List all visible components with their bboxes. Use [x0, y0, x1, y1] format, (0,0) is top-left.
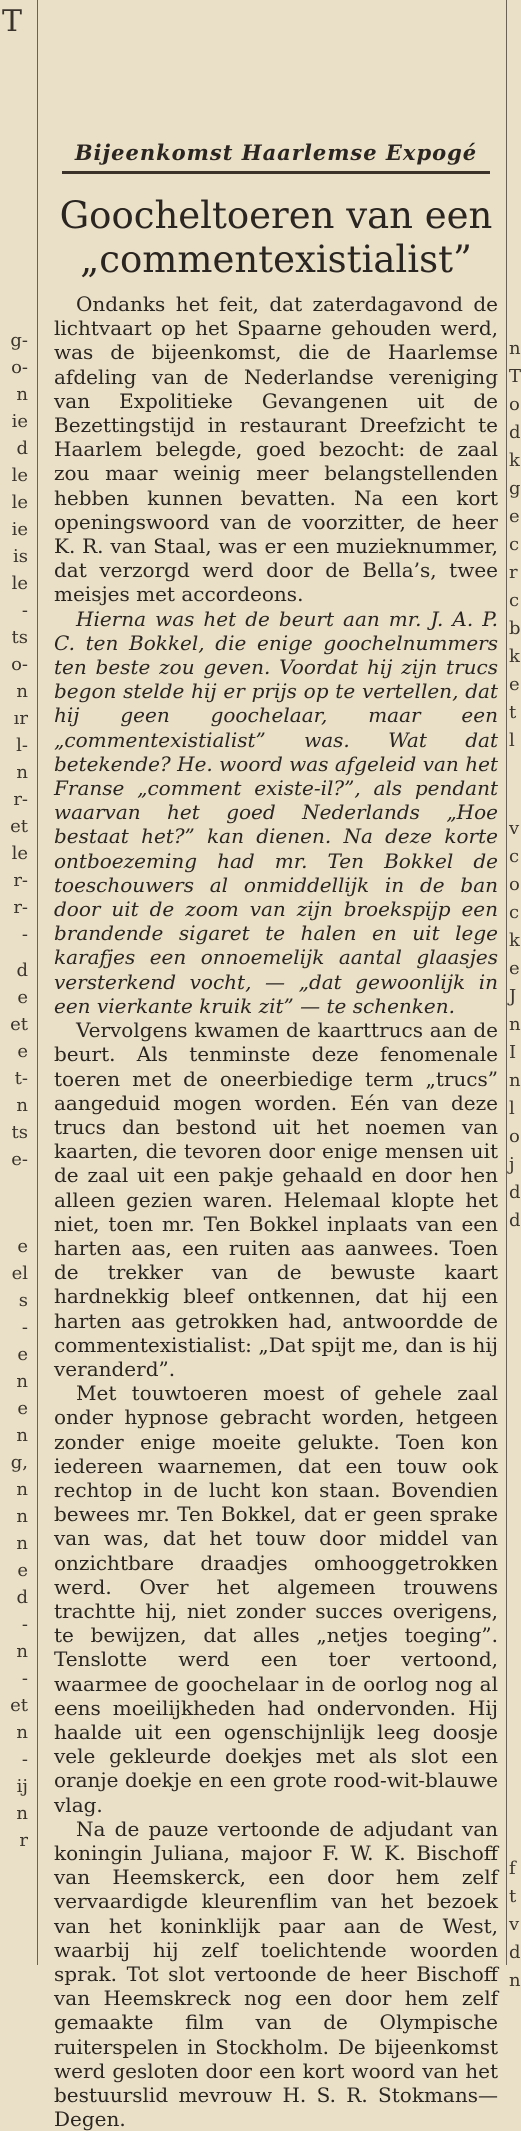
adjacent-column-fragment: n — [16, 1095, 28, 1116]
adjacent-column-fragment: f — [509, 1858, 516, 1879]
adjacent-column-fragment: e — [17, 1344, 28, 1365]
adjacent-column-fragment: ie — [11, 519, 28, 540]
adjacent-column-fragment: d — [16, 960, 28, 981]
adjacent-column-fragment: ts — [11, 627, 28, 648]
paragraph-5: Na de pauze vertoonde de adjudant van koningin Juliana, majoor F. W. K. Bischoff van Heemskerck, een door hem zelf vervaardigde kleurenflim van het bezoek van het koninklijk paar aan de West, waarbij hij zelf toelichtende woorden sprak. Tot slot vertoonde de heer Bischoff van Heemskreck nog een door hem zelf gemaakte film van de Olympische ruiterspelen in Stockholm. De bijeenkomst werd gesloten door een kort woord van het bestuurslid mevrouw H. S. R. Stokmans—Degen. — [54, 1816, 498, 2131]
adjacent-column-fragment: - — [21, 1317, 28, 1338]
adjacent-column-fragment: v — [509, 1914, 520, 1935]
paragraph-4: Met touwtoeren moest of gehele zaal onder hypnose gebracht worden, hetgeen zonder enige moeite gelukte. Toen kon iedereen waarnemen, dat een touw ook rechtop in de lucht kon staan. Bovendien bewees mr. Ten Bokkel, dat er geen sprake van was, dat het touw door middel van onzichtbare draadjes omhooggetrokken werd. Over het algemeen trouwens trachtte hij, niet zonder succes overigens, te bewijzen, dat alles „netjes toeging”. Tenslotte werd een toer vertoond, waarmee de goochelaar in de oorlog nog al eens moeilijkheden had ondervonden. Hij haalde uit een ogenschijnlijk leeg doosje vele gekleurde doekjes met als slot een oranje doekje en een grote rood-wit-blauwe vlag. — [54, 1381, 498, 1817]
paragraph-2: Hierna was het de beurt aan mr. J. A. P. C. ten Bokkel, die enige goochelnummers ten beste zou geven. Voordat hij zijn trucs begon stelde hij er prijs op te vertellen, dat hij geen goochelaar, maar een „commentexistialist” was. Wat dat betekende? He. woord was afgeleid van het Franse „comment existe-il?”, als pendant waarvan het goed Nederlands „Hoe bestaat het?” kan dienen. Na deze korte ontboezeming had mr. Ten Bokkel de toeschouwers al onmiddellijk in de ban door uit de zoom van zijn broekspijp een brandende sigaret te halen en uit lege karafjes een onnoemelijk aantal glaasjes versterkend vocht, — „dat gewoonlijk in een vierkante kruik zit” — te schenken. — [54, 606, 498, 1018]
adjacent-column-fragment: ie — [11, 411, 28, 432]
adjacent-column-fragment: r- — [13, 870, 28, 891]
adjacent-column-fragment: n — [16, 1479, 28, 1500]
adjacent-column-fragment: t — [509, 1886, 517, 1907]
adjacent-column-fragment: o- — [11, 357, 28, 378]
adjacent-column-fragment: v — [509, 818, 520, 839]
adjacent-column-fragment: et — [10, 816, 28, 837]
adjacent-column-fragment: j — [509, 1154, 515, 1175]
adjacent-column-fragment: le — [11, 573, 28, 594]
column-rule-left — [37, 0, 38, 1965]
adjacent-column-fragment: ts — [11, 1122, 28, 1143]
adjacent-column-fragment: J — [509, 986, 517, 1007]
article-body — [54, 292, 498, 2131]
adjacent-column-fragment: n — [16, 681, 28, 702]
adjacent-column-fragment: b — [509, 618, 521, 639]
adjacent-column-fragment: r- — [13, 897, 28, 918]
adjacent-column-fragment: e — [509, 674, 520, 695]
adjacent-column-fragment: e — [17, 1560, 28, 1581]
adjacent-column-fragment: le — [11, 492, 28, 513]
adjacent-column-fragment: o — [509, 1126, 520, 1147]
adjacent-column-fragment: e — [17, 987, 28, 1008]
adjacent-column-fragment: l- — [16, 735, 28, 756]
adjacent-column-fragment: d — [509, 422, 521, 443]
adjacent-column-fragment: - — [21, 1749, 28, 1770]
adjacent-column-fragment: c — [509, 902, 520, 923]
adjacent-column-fragment: et — [10, 1695, 28, 1716]
adjacent-column-fragment: r — [19, 1830, 28, 1851]
adjacent-column-fragment: n — [509, 1970, 521, 1991]
adjacent-column-fragment: d — [16, 1587, 28, 1608]
adjacent-column-fragment: r- — [13, 789, 28, 810]
adjacent-column-fragment: c — [509, 846, 520, 867]
adjacent-column-fragment: I — [509, 1042, 517, 1063]
adjacent-column-fragment: n — [16, 1425, 28, 1446]
adjacent-column-fragment: d — [16, 438, 28, 459]
adjacent-column-fragment: n — [509, 338, 521, 359]
headline-line-1: Goocheltoeren van een — [59, 194, 493, 237]
adjacent-column-fragment: - — [21, 1614, 28, 1635]
adjacent-column-fragment: el — [11, 1263, 28, 1284]
adjacent-column-right — [508, 0, 521, 1991]
adjacent-column-fragment: k — [509, 646, 520, 667]
adjacent-column-fragment: r — [509, 562, 518, 583]
article-kicker: Bijeenkomst Haarlemse Expogé — [62, 140, 490, 174]
adjacent-column-fragment: d — [509, 1942, 521, 1963]
adjacent-column-fragment: k — [509, 450, 520, 471]
adjacent-column-fragment: e — [17, 1041, 28, 1062]
headline-line-2: „commentexistialist” — [80, 238, 472, 281]
article — [54, 140, 498, 2131]
adjacent-column-fragment: ır — [13, 708, 28, 729]
adjacent-column-fragment: l — [509, 730, 515, 751]
adjacent-column-fragment: e — [17, 1398, 28, 1419]
adjacent-column-fragment: t- — [14, 1068, 28, 1089]
paragraph-3: Vervolgens kwamen de kaarttrucs aan de beurt. Als tenminste deze fenomenale toeren met de oneerbiedige term „trucs” aangeduid mogen worden. Eén van deze trucs dan bestond uit het noemen van kaarten, die tevoren door enige mensen uit de zaal uit een pakje gehaald en door hen alleen gezien waren. Helemaal klopte het niet, toen mr. Ten Bokkel inplaats van een harten aas, een ruiten aas aanwees. Toen de trekker van de bewuste kaart hardnekkig bleef ontkennen, dat hij een harten aas getrokken had, antwoordde de commentexistialist: „Dat spijt me, dan is hij veranderd”. — [54, 1018, 498, 1381]
adjacent-column-fragment: n — [16, 1641, 28, 1662]
article-headline — [54, 194, 498, 282]
adjacent-column-fragment: - — [21, 600, 28, 621]
adjacent-column-fragment: n — [16, 1722, 28, 1743]
adjacent-column-fragment: e — [509, 506, 520, 527]
adjacent-column-fragment: n — [16, 384, 28, 405]
adjacent-column-fragment: o — [509, 874, 520, 895]
adjacent-column-fragment: ij — [16, 1776, 28, 1797]
adjacent-column-fragment: - — [21, 1668, 28, 1689]
adjacent-column-fragment: n — [16, 1371, 28, 1392]
adjacent-column-fragment: o- — [11, 654, 28, 675]
adjacent-column-fragment: n — [16, 1533, 28, 1554]
adjacent-column-fragment: g — [509, 478, 521, 499]
adjacent-column-fragment: is — [13, 546, 28, 567]
adjacent-column-fragment: l — [509, 1098, 515, 1119]
adjacent-column-left — [0, 0, 36, 1965]
adjacent-column-fragment: g- — [10, 330, 28, 351]
adjacent-column-fragment: le — [11, 843, 28, 864]
adjacent-column-fragment: n — [16, 1506, 28, 1527]
adjacent-column-fragment: k — [509, 930, 520, 951]
adjacent-column-fragment: d — [509, 1210, 521, 1231]
adjacent-column-letter: T — [2, 4, 23, 39]
adjacent-column-fragment: e- — [11, 1149, 28, 1170]
adjacent-column-fragment: t — [509, 702, 517, 723]
adjacent-column-fragment: n — [509, 1014, 521, 1035]
adjacent-column-fragment: - — [21, 924, 28, 945]
column-rule-right — [506, 0, 507, 1965]
adjacent-column-fragment: n — [509, 1070, 521, 1091]
adjacent-column-fragment: T — [509, 366, 521, 387]
paragraph-1: Ondanks het feit, dat zaterdagavond de lichtvaart op het Spaarne gehouden werd, was de bijeenkomst, die de Haarlemse afdeling van de Nederlandse vereniging van Expolitieke Gevangenen uit de Bezettingstijd in restaurant Dreefzicht te Haarlem belegde, goed bezocht: de zaal zou maar weinig meer belangstellenden hebben kunnen bevatten. Na een kort openingswoord van de voorzitter, de heer K. R. van Staal, was er een muzieknummer, dat verzorgd werd door de Bella’s, twee meisjes met accordeons. — [54, 292, 498, 607]
adjacent-column-fragment: e — [509, 958, 520, 979]
adjacent-column-fragment: s — [18, 1290, 28, 1311]
adjacent-column-fragment: n — [16, 762, 28, 783]
adjacent-column-fragment: d — [509, 1182, 521, 1203]
adjacent-column-fragment: n — [16, 1803, 28, 1824]
adjacent-column-fragment: e — [17, 1236, 28, 1257]
adjacent-column-fragment: c — [509, 534, 520, 555]
adjacent-column-fragment: c — [509, 590, 520, 611]
adjacent-column-fragment: le — [11, 465, 28, 486]
adjacent-column-fragment: o — [509, 394, 520, 415]
adjacent-column-fragment: g, — [10, 1452, 28, 1473]
adjacent-column-fragment: et — [10, 1014, 28, 1035]
